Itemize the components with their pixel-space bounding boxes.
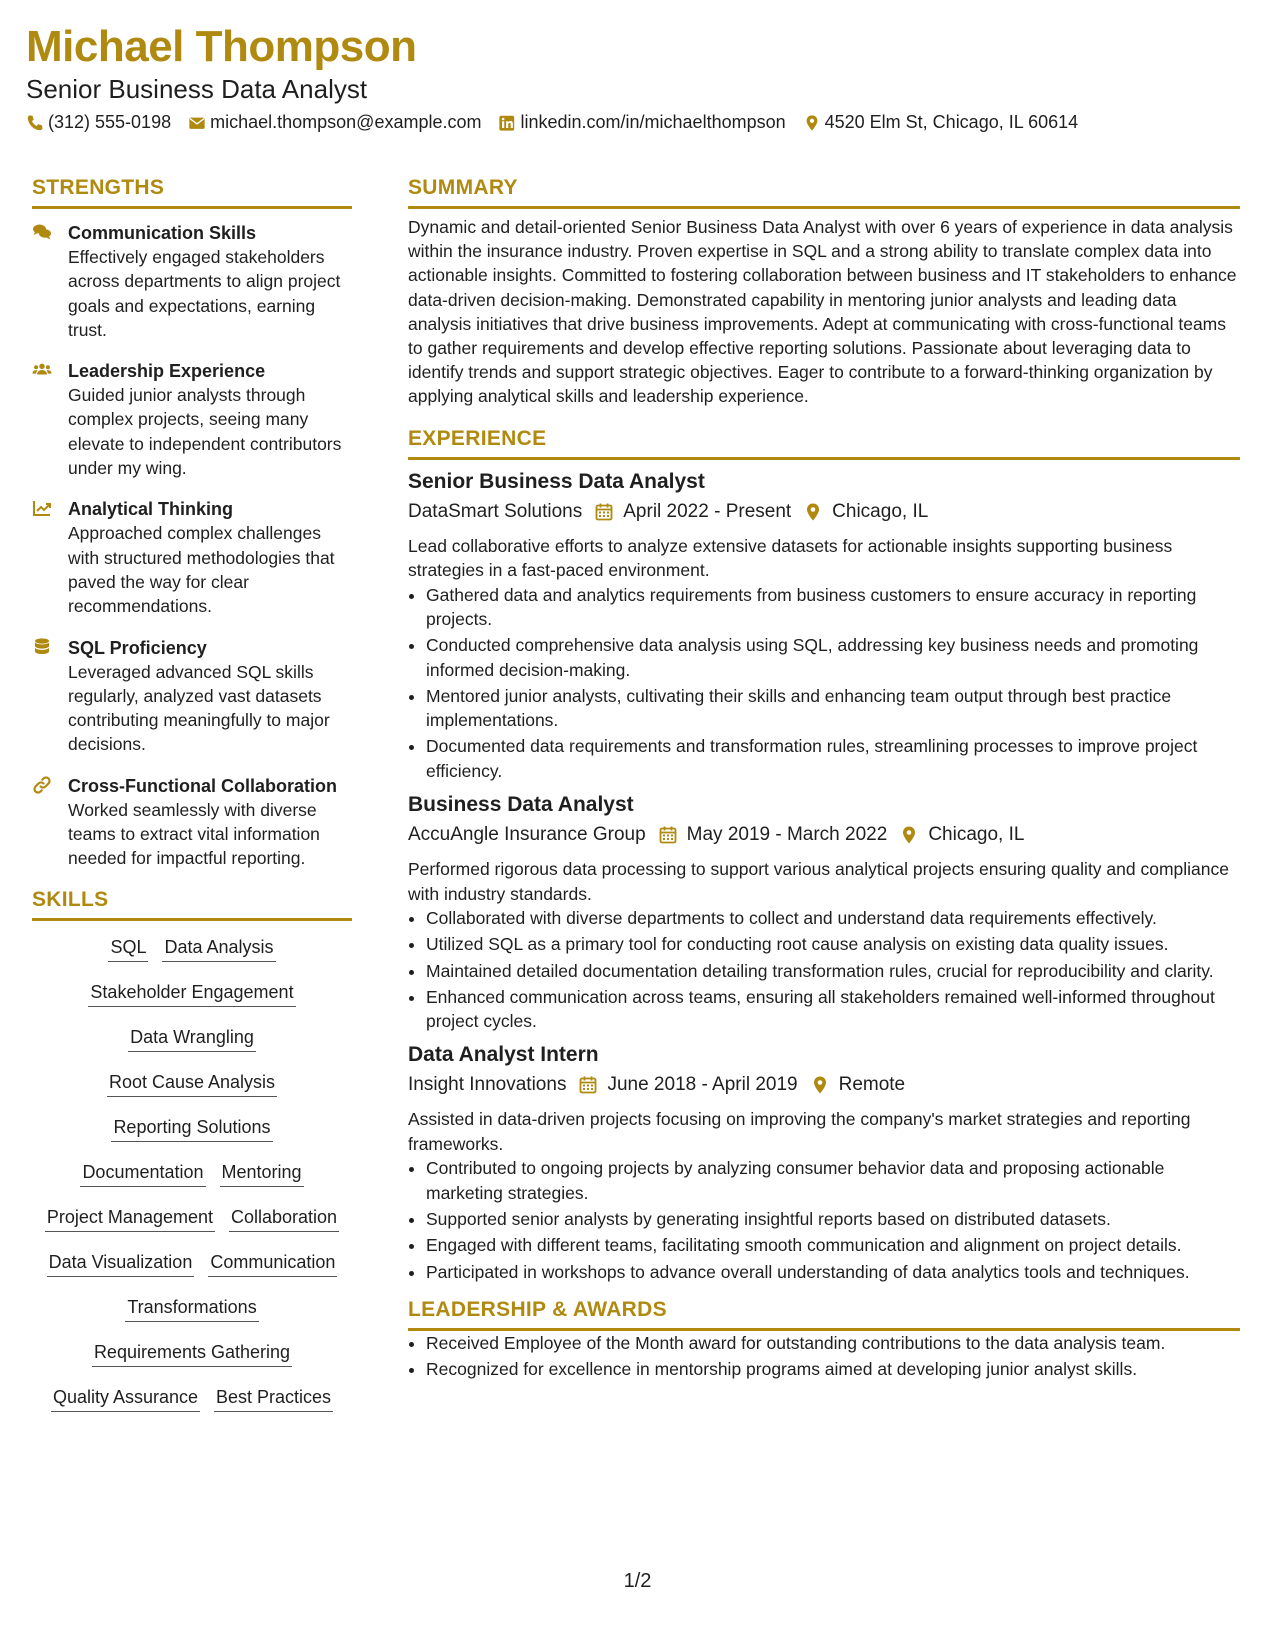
database-icon bbox=[32, 636, 54, 659]
skill-row bbox=[32, 1385, 352, 1430]
calendar-icon bbox=[594, 502, 614, 522]
job-bullet: • Supported senior analysts by generating insightful reports based on distributed datasets. bbox=[426, 1207, 1240, 1231]
job-bullet: • Utilized SQL as a primary tool for conducting root cause analysis on existing data quality issues. bbox=[426, 932, 1240, 956]
skill-tag: Quality Assurance bbox=[51, 1385, 200, 1412]
contact-email-text[interactable]: michael.thompson@example.com bbox=[210, 112, 482, 132]
job-bullet: • Maintained detailed documentation detailing transformation rules, crucial for reproducibility and clarity. bbox=[426, 959, 1240, 983]
job-entry bbox=[408, 1041, 1240, 1283]
map-pin-icon bbox=[803, 114, 821, 132]
contact-linkedin-text[interactable]: linkedin.com/in/michaelthompson bbox=[520, 112, 786, 132]
awards-list bbox=[408, 1331, 1240, 1382]
strength-title: Leadership Experience bbox=[68, 361, 266, 382]
candidate-name: Michael Thompson bbox=[26, 22, 417, 71]
contact-phone-text[interactable]: (312) 555-0198 bbox=[48, 112, 172, 132]
job-bullet: • Engaged with different teams, facilitating smooth communication and alignment on project details. bbox=[426, 1233, 1240, 1257]
strength-title: SQL Proficiency bbox=[68, 637, 207, 658]
calendar-icon bbox=[578, 1075, 598, 1095]
job-company: Insight Innovations bbox=[408, 1074, 567, 1096]
skills-list bbox=[32, 935, 352, 1430]
strength-desc: Effectively engaged stakeholders across departments to align project goals and expectations, earning trust. bbox=[68, 247, 341, 340]
skill-row bbox=[32, 1340, 352, 1385]
skill-tag: Transformations bbox=[125, 1295, 258, 1322]
job-bullets bbox=[408, 1156, 1240, 1283]
contact-email bbox=[188, 112, 481, 133]
strength-item bbox=[32, 221, 352, 342]
calendar-icon bbox=[658, 825, 678, 845]
phone-icon bbox=[26, 114, 44, 132]
contact-address-text: 4520 Elm St, Chicago, IL 60614 bbox=[824, 112, 1079, 132]
job-dates: April 2022 - Present bbox=[623, 500, 792, 522]
strength-desc: Leveraged advanced SQL skills regularly, analyzed vast datasets contributing meaningfully to major decisions. bbox=[68, 661, 330, 755]
skill-tag: Stakeholder Engagement bbox=[88, 980, 295, 1007]
job-bullet: • Conducted comprehensive data analysis using SQL, addressing key business needs and promoting informed decision-making. bbox=[426, 633, 1240, 682]
link-icon bbox=[32, 774, 54, 797]
job-bullet: • Contributed to ongoing projects by analyzing consumer behavior data and proposing actionable marketing strategies. bbox=[426, 1156, 1240, 1205]
job-entry bbox=[408, 468, 1240, 783]
job-location: Remote bbox=[838, 1074, 906, 1096]
job-bullet: • Participated in workshops to advance overall understanding of data analytics tools and techniques. bbox=[426, 1260, 1240, 1284]
skills-heading: SKILLS bbox=[32, 888, 352, 921]
job-bullets bbox=[408, 583, 1240, 783]
job-bullet: • Gathered data and analytics requirements from business customers to ensure accuracy in reporting projects. bbox=[426, 583, 1240, 632]
sidebar bbox=[32, 176, 352, 1430]
strength-desc: Approached complex challenges with structured methodologies that paved the way for clear recommendations. bbox=[68, 523, 335, 617]
skill-row bbox=[32, 1160, 352, 1205]
job-location: Chicago, IL bbox=[928, 824, 1025, 845]
job-location: Chicago, IL bbox=[832, 500, 929, 522]
skill-tag: Communication bbox=[208, 1250, 337, 1277]
strength-desc: Worked seamlessly with diverse teams to extract vital information needed for impactful reporting. bbox=[68, 799, 320, 869]
job-description: Lead collaborative efforts to analyze extensive datasets for actionable insights supporting business strategies in a fast-paced environment. bbox=[408, 535, 1173, 581]
map-pin-icon bbox=[899, 825, 919, 845]
job-meta bbox=[408, 821, 1240, 849]
job-title: Data Analyst Intern bbox=[408, 1043, 599, 1067]
chart-line-icon bbox=[32, 497, 54, 520]
job-company: DataSmart Solutions bbox=[408, 500, 583, 522]
job-bullet: • Enhanced communication across teams, ensuring all stakeholders remained well-informed throughout project cycles. bbox=[426, 985, 1240, 1034]
skill-tag: Data Visualization bbox=[47, 1250, 195, 1277]
comments-icon bbox=[32, 221, 54, 244]
contact-linkedin bbox=[498, 112, 785, 133]
job-dates: June 2018 - April 2019 bbox=[607, 1074, 798, 1096]
strength-item bbox=[32, 636, 352, 757]
award-item: • Recognized for excellence in mentorship programs aimed at developing junior analyst skills. bbox=[426, 1357, 1240, 1381]
skill-tag: Requirements Gathering bbox=[92, 1340, 292, 1367]
strength-title: Communication Skills bbox=[68, 223, 257, 243]
map-pin-icon bbox=[803, 502, 823, 522]
job-company: AccuAngle Insurance Group bbox=[408, 824, 646, 845]
skill-row bbox=[32, 1070, 352, 1115]
skill-tag: Root Cause Analysis bbox=[107, 1070, 277, 1097]
job-entry bbox=[408, 791, 1240, 1033]
skill-tag: Collaboration bbox=[229, 1205, 339, 1232]
job-meta bbox=[408, 498, 1240, 526]
skill-tag: Project Management bbox=[45, 1205, 215, 1232]
skill-row bbox=[32, 935, 352, 980]
skill-row bbox=[32, 1115, 352, 1160]
contact-address bbox=[803, 112, 1079, 133]
experience-heading: EXPERIENCE bbox=[408, 427, 1240, 460]
strengths-list bbox=[32, 221, 352, 871]
strength-item bbox=[32, 774, 352, 871]
users-icon bbox=[32, 359, 54, 382]
strength-title: Analytical Thinking bbox=[68, 499, 234, 520]
job-bullets bbox=[408, 906, 1240, 1033]
skill-tag: Data Analysis bbox=[162, 935, 275, 962]
envelope-icon bbox=[188, 114, 206, 132]
strengths-heading: STRENGTHS bbox=[32, 176, 352, 209]
job-bullet: • Collaborated with diverse departments to collect and understand data requirements effectively. bbox=[426, 906, 1240, 930]
skill-row bbox=[32, 1295, 352, 1340]
strength-item bbox=[32, 359, 352, 480]
job-meta bbox=[408, 1071, 1240, 1099]
summary-heading: SUMMARY bbox=[408, 176, 1240, 209]
job-dates: May 2019 - March 2022 bbox=[686, 824, 888, 845]
contact-phone bbox=[26, 112, 171, 133]
skill-tag: Data Wrangling bbox=[128, 1025, 256, 1052]
map-pin-icon bbox=[810, 1075, 830, 1095]
strength-desc: Guided junior analysts through complex projects, seeing many elevate to independent contributors under my wing. bbox=[68, 385, 342, 479]
skill-row bbox=[32, 1250, 352, 1295]
awards-heading: LEADERSHIP & AWARDS bbox=[408, 1298, 1240, 1331]
contact-row bbox=[26, 112, 1095, 133]
skill-row bbox=[32, 1205, 352, 1250]
job-title: Senior Business Data Analyst bbox=[408, 469, 705, 493]
skill-row bbox=[32, 1025, 352, 1070]
linkedin-icon bbox=[498, 114, 516, 132]
job-description: Assisted in data-driven projects focusing on improving the company's market strategies and reporting frameworks. bbox=[408, 1109, 1191, 1154]
job-bullet: • Mentored junior analysts, cultivating their skills and enhancing team output through best practice implementations. bbox=[426, 684, 1240, 733]
skill-tag: SQL bbox=[108, 935, 148, 962]
job-bullet: • Documented data requirements and transformation rules, streamlining processes to improve project efficiency. bbox=[426, 734, 1240, 783]
skill-tag: Documentation bbox=[80, 1160, 205, 1187]
summary-text: Dynamic and detail-oriented Senior Business Data Analyst with over 6 years of experience in data analysis within the insurance industry. Proven expertise in SQL and a strong ability to translate complex data into actionable insights. Committed to fostering collaboration between business and IT stakeholders to enhance data-driven decision-making. Demonstrated capability in mentoring junior analysts and leading data analysis initiatives that drive business improvements. Adept at communicating with cross-functional teams to gather requirements and develop effective reporting solutions. Passionate about leveraging data to identify trends and support strategic objectives. Eager to contribute to a forward-thinking organization by applying analytical skills and leadership experience. bbox=[408, 217, 1237, 407]
main-column bbox=[408, 176, 1240, 1384]
skill-tag: Reporting Solutions bbox=[111, 1115, 272, 1142]
page-number: 1/2 bbox=[623, 1570, 652, 1592]
skill-tag: Mentoring bbox=[220, 1160, 304, 1187]
job-description: Performed rigorous data processing to support various analytical projects ensuring quality and compliance with industry standards. bbox=[408, 859, 1229, 904]
candidate-title: Senior Business Data Analyst bbox=[26, 74, 368, 104]
strength-title: Cross-Functional Collaboration bbox=[68, 775, 338, 796]
skill-row bbox=[32, 980, 352, 1025]
award-item: • Received Employee of the Month award for outstanding contributions to the data analysis team. bbox=[426, 1331, 1240, 1355]
strength-item bbox=[32, 497, 352, 618]
skill-tag: Best Practices bbox=[214, 1385, 333, 1412]
job-title: Business Data Analyst bbox=[408, 793, 634, 816]
